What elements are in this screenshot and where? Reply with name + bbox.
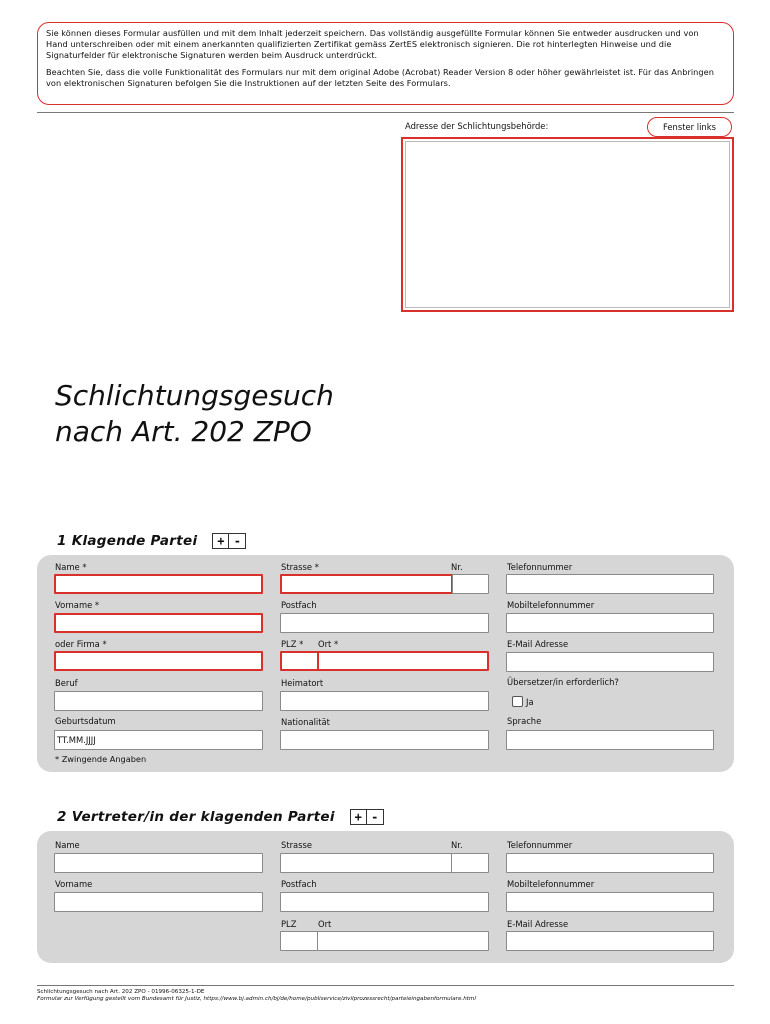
email-label: E-Mail Adresse [507,639,569,649]
geburtsdatum-field[interactable] [54,730,263,750]
section-1-add-button[interactable]: + [212,533,229,549]
geburtsdatum-label: Geburtsdatum [55,716,116,726]
rep-vorname-field[interactable] [54,892,263,912]
strasse-field[interactable] [280,574,453,594]
section-1-panel [37,555,734,772]
beruf-field[interactable] [54,691,263,711]
mobil-field[interactable] [506,613,714,633]
footer-form-id: Schlichtungsgesuch nach Art. 202 ZPO - 01996-06325-1-DE [37,989,205,995]
postfach-field[interactable] [280,613,489,633]
rep-vorname-label: Vorname [55,879,93,889]
heimatort-field[interactable] [280,691,489,711]
notice-paragraph-1: Sie können dieses Formular ausfüllen und mit dem Inhalt jederzeit speichern. Das vollständig ausgefüllte Formular können Sie entweder ausdrucken und von Hand unterschreiben oder mit einem anerkannten qualifizierten Zertifikat gemäss ZertES elektronisch signieren. Die rot hinterlegten Hinweise und die Signaturfelder für elektronische Signaturen werden beim Ausdruck unterdrückt. [46,28,699,60]
section-2-remove-button[interactable]: - [367,809,384,825]
ort-field[interactable] [317,651,489,671]
section-2-heading [57,809,384,825]
nationalitaet-field[interactable] [280,730,489,750]
rep-nr-label: Nr. [451,840,463,850]
section-2-panel [37,831,734,963]
rep-postfach-label: Postfach [281,879,317,889]
section-1-heading [57,533,246,549]
strasse-label: Strasse * [281,562,319,572]
section-1-add-remove [212,533,246,549]
rep-email-label: E-Mail Adresse [507,919,569,929]
address-label: Adresse der Schlichtungsbehörde: [405,121,549,131]
vorname-field[interactable] [54,613,263,633]
rep-nr-field[interactable] [451,853,489,873]
vorname-label: Vorname * [55,600,100,610]
address-box [401,137,734,312]
uebersetzer-checkbox[interactable] [512,696,523,707]
name-field[interactable] [54,574,263,594]
rep-ort-field[interactable] [317,931,489,951]
rep-ort-label: Ort [318,919,332,929]
rep-telefon-field[interactable] [506,853,714,873]
rep-mobil-label: Mobiltelefonnummer [507,879,595,889]
info-notice [37,22,734,105]
firma-field[interactable] [54,651,263,671]
rep-plz-label: PLZ [281,919,297,929]
plz-label: PLZ * [281,639,304,649]
footer-source: Formular zur Verfügung gestellt vom Bundesamt für Justiz, https://www.bj.admin.ch/bj/de/home/publiservice/zivilprozessrecht/parteieingabenformulare.html [37,996,476,1002]
section-1-remove-button[interactable]: - [229,533,246,549]
nr-label: Nr. [451,562,463,572]
bottom-divider [37,985,734,986]
rep-name-label: Name [55,840,80,850]
uebersetzer-label: Übersetzer/in erforderlich? [507,677,619,687]
section-1-title: 1 Klagende Partei [57,533,198,549]
rep-name-field[interactable] [54,853,263,873]
section-2-title: 2 Vertreter/in der klagenden Partei [57,809,335,825]
nationalitaet-label: Nationalität [281,717,330,727]
title-line-2: nach Art. 202 ZPO [55,415,312,448]
rep-strasse-field[interactable] [280,853,452,873]
address-input[interactable] [405,141,730,308]
window-left-button[interactable]: Fenster links [647,117,732,137]
rep-postfach-field[interactable] [280,892,489,912]
postfach-label: Postfach [281,600,317,610]
plz-field[interactable] [280,651,319,671]
rep-telefon-label: Telefonnummer [507,840,573,850]
name-label: Name * [55,562,87,572]
rep-strasse-label: Strasse [281,840,313,850]
ort-label: Ort * [318,639,339,649]
firma-label: oder Firma * [55,639,107,649]
mobil-label: Mobiltelefonnummer [507,600,595,610]
beruf-label: Beruf [55,678,78,688]
section-2-add-button[interactable]: + [350,809,367,825]
top-divider [37,112,734,113]
rep-plz-field[interactable] [280,931,318,951]
rep-email-field[interactable] [506,931,714,951]
telefon-label: Telefonnummer [507,562,573,572]
section-2-add-remove [350,809,384,825]
email-field[interactable] [506,652,714,672]
title-line-1: Schlichtungsgesuch [55,379,334,412]
required-footnote: * Zwingende Angaben [55,754,147,764]
ja-label: Ja [526,697,534,707]
heimatort-label: Heimatort [281,678,324,688]
nr-field[interactable] [452,574,489,594]
telefon-field[interactable] [506,574,714,594]
sprache-label: Sprache [507,716,542,726]
page-title [55,378,334,450]
sprache-field[interactable] [506,730,714,750]
notice-paragraph-2: Beachten Sie, dass die volle Funktionalität des Formulars nur mit dem original Adobe (Acrobat) Reader Version 8 oder höher gewährleistet ist. Für das Anbringen von elektronischen Signaturen befolgen Sie die Instruktionen auf der letzten Seite des Formulars. [46,67,714,88]
rep-mobil-field[interactable] [506,892,714,912]
